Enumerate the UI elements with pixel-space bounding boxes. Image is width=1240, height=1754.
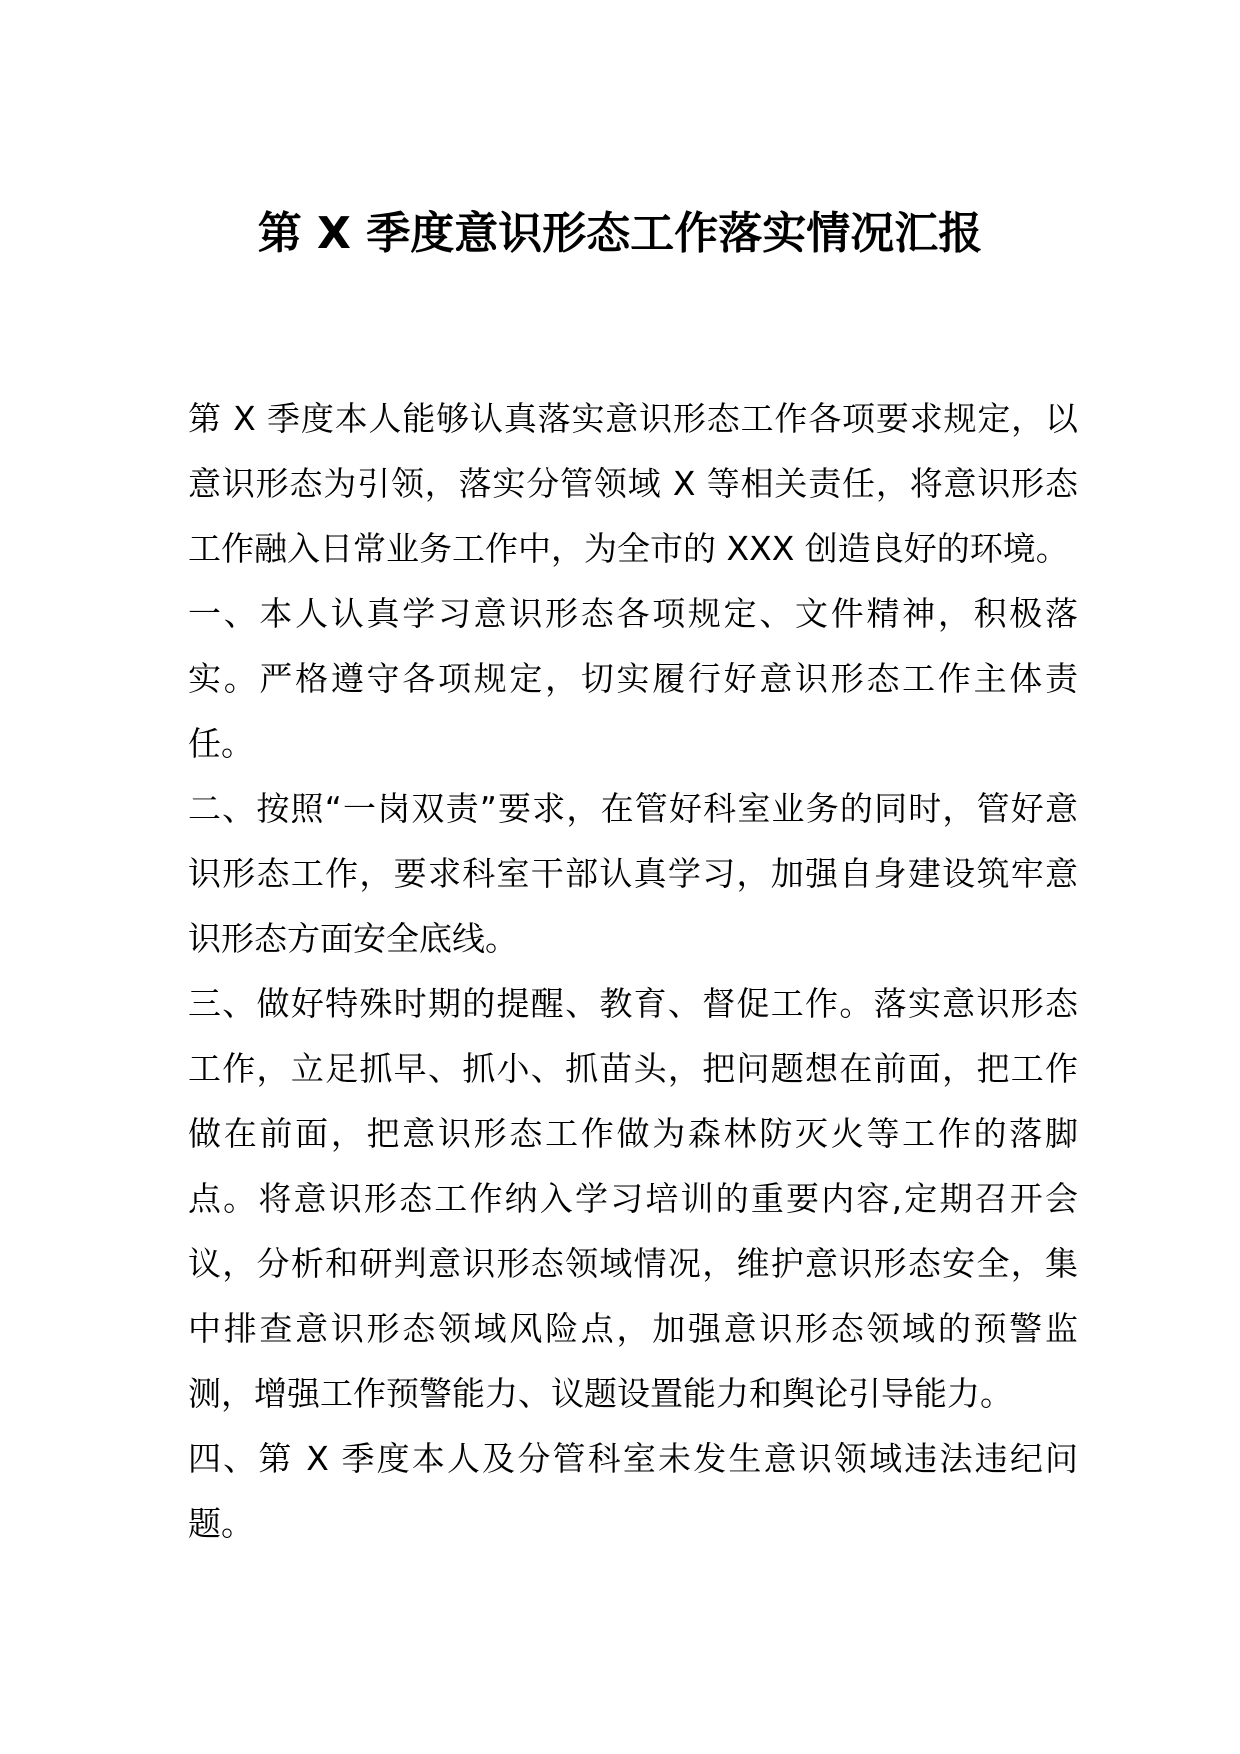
- intro-paragraph: 第 X 季度本人能够认真落实意识形态工作各项要求规定，以意识形态为引领，落实分管领域 X 等相关责任，将意识形态工作融入日常业务工作中，为全市的 XXX 创造良好的环境。: [188, 399, 1078, 568]
- section-two-paragraph: 二、按照“一岗双责”要求，在管好科室业务的同时，管好意识形态工作，要求科室干部认真学习，加强自身建设筑牢意识形态方面安全底线。: [188, 789, 1078, 958]
- document-title: 第 X 季度意识形态工作落实情况汇报: [257, 208, 983, 259]
- section-three-paragraph: 三、做好特殊时期的提醒、教育、督促工作。落实意识形态工作，立足抓早、抓小、抓苗头，把问题想在前面，把工作做在前面，把意识形态工作做为森林防灭火等工作的落脚点。将意识形态工作纳入学习培训的重要内容,定期召开会议，分析和研判意识形态领域情况，维护意识形态安全，集中排查意识形态领域风险点，加强意识形态领域的预警监测，增强工作预警能力、议题设置能力和舆论引导能力。: [188, 984, 1078, 1413]
- section-one-paragraph: 一、本人认真学习意识形态各项规定、文件精神，积极落实。严格遵守各项规定，切实履行好意识形态工作主体责任。: [188, 594, 1078, 763]
- document-body: [188, 386, 1078, 1556]
- section-four-paragraph: 四、第 X 季度本人及分管科室未发生意识领域违法违纪问题。: [188, 1439, 1078, 1543]
